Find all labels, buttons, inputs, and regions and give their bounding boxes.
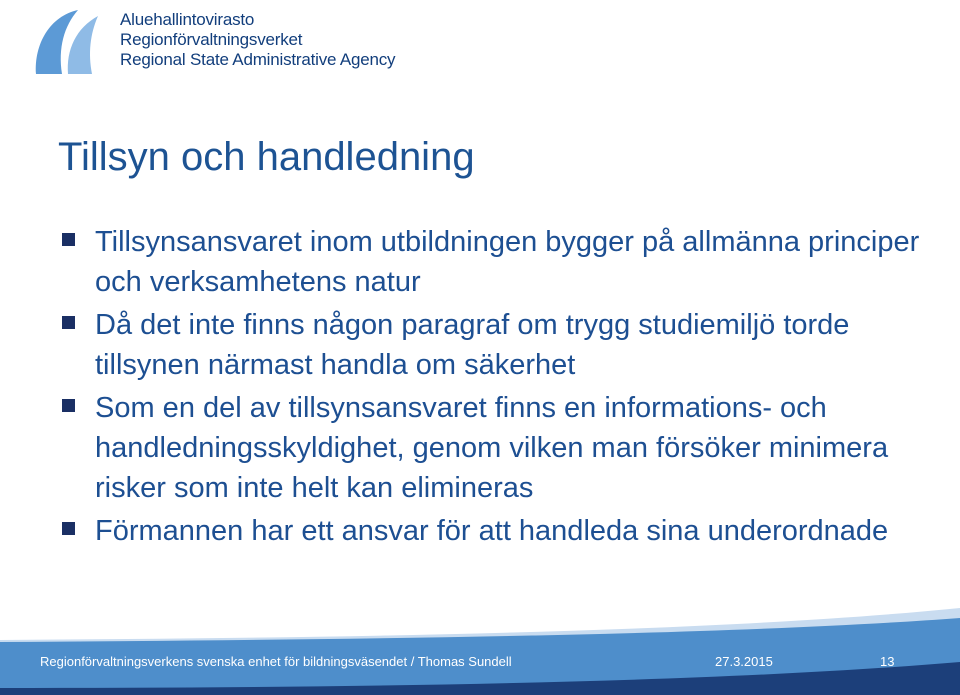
footer-date: 27.3.2015: [715, 654, 773, 669]
square-bullet-icon: [62, 399, 75, 412]
footer-organization: Regionförvaltningsverkens svenska enhet för bildningsväsendet / Thomas Sundell: [40, 654, 512, 669]
bullet-list: [62, 222, 942, 554]
bullet-text: Förmannen har ett ansvar för att handleda sina underordnade: [95, 515, 889, 547]
bullet-text: Tillsynsansvaret inom utbildningen bygger på allmänna principer och verksamhetens natur: [95, 226, 920, 298]
agency-name: [120, 10, 395, 70]
bullet-item: [62, 511, 942, 551]
bullet-item: [62, 305, 942, 385]
bullet-text: Som en del av tillsynsansvaret finns en informations- och handledningsskyldighet, genom vilken man försöker minimera risker som inte helt kan elimineras: [95, 392, 889, 504]
bullet-item: [62, 388, 942, 508]
bullet-text: Då det inte finns någon paragraf om trygg studiemiljö torde tillsynen närmast handla om säkerhet: [95, 309, 850, 381]
agency-logo: [28, 4, 108, 84]
agency-name-finnish: Aluehallintovirasto: [120, 10, 255, 29]
agency-name-english: Regional State Administrative Agency: [120, 50, 396, 69]
slide-title: Tillsyn och handledning: [58, 135, 475, 179]
agency-name-swedish: Regionförvaltningsverket: [120, 30, 303, 49]
footer-wave-band: [0, 600, 960, 695]
square-bullet-icon: [62, 316, 75, 329]
square-bullet-icon: [62, 522, 75, 535]
page-number: 13: [880, 654, 895, 669]
square-bullet-icon: [62, 233, 75, 246]
bullet-item: [62, 222, 942, 302]
